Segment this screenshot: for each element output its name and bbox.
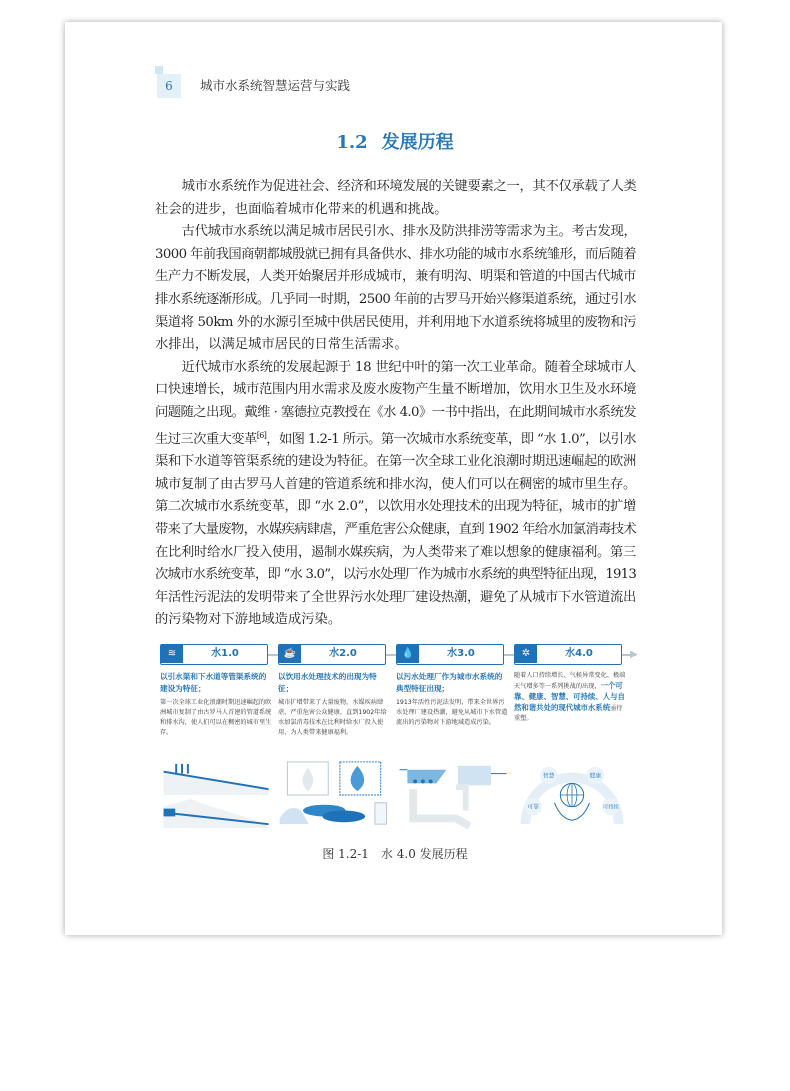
label-reliable: 可靠 — [527, 804, 539, 811]
timeline-arrow-icon: ▶ — [630, 649, 638, 660]
text-line: 近代城市水系统的发展起源于 18 世纪中叶的第一次工业革命。随着全球城市人 — [181, 359, 636, 375]
stage-label: 水4.0 — [565, 648, 593, 659]
text-line: 城市水系统作为促进社会、经济和环境发展的关键要素之一，其不仅承载了人类 — [181, 179, 637, 194]
text-line: 年活性污泥法的发明带来了全世界污水处理厂建设热潮，避免了从城市下水管道流出 — [155, 589, 636, 605]
label-smart: 智慧 — [542, 773, 555, 780]
paragraph-1 — [155, 176, 636, 221]
text-line: 口快速增长，城市范围内用水需求及废水废物产生量不断增加，饮用水卫生及水环境 — [155, 382, 636, 398]
stage-label: 水2.0 — [329, 648, 357, 659]
text-line: 第二次城市水系统变革，即 “水 2.0”，以饮用水处理技术的出现为特征，城市的扩增 — [155, 499, 636, 515]
stage-text-part: 随着人口持续增长、气候异常变化、极端天气增多等一系列挑战的出现， — [514, 672, 626, 690]
figure-caption: 图 1.2-1 水 4.0 发展历程 — [322, 847, 468, 861]
text-line: 在比利时给水厂投入使用，遏制水媒疾病，为人类带来了难以想象的健康福利。第三 — [155, 544, 636, 560]
text-line: 渠道将 50km 外的水源引至城中供居民使用，并利用地下水道系统将城里的废物和污 — [155, 314, 636, 330]
page-number-decoration — [155, 66, 163, 74]
text-line: 次城市水系统变革，即 “水 3.0”，以污水处理厂作为城市水系统的典型特征出现，1913 — [155, 567, 636, 583]
text-line: 水排出，以满足城市居民的日常生活需求。 — [155, 337, 408, 353]
stage-feature: 以污水处理厂作为城市水系统的典型特征出现； — [396, 672, 503, 693]
section-heading — [0, 128, 790, 154]
drop-splash-icon: ✲ — [515, 645, 537, 663]
stage-text-part: 亟待重塑。 — [514, 705, 623, 722]
text-line: 生产力不断发展，人类开始聚居并形成城市，兼有明沟、明渠和管道的中国古代城市 — [155, 269, 636, 285]
paragraph-2 — [155, 221, 636, 357]
text-line: 问题随之出现。戴维 · 塞德拉克教授在《水 4.0》一书中指出，在此期间城市水系统发 — [155, 404, 636, 420]
stage-header — [278, 644, 386, 665]
stage-text: 城市扩增带来了大量废物，水媒疾病肆虐，严重危害公众健康，直到1902年给水加氯消毒技术在比利时给水厂投入使用，为人类带来健康福利。 — [278, 699, 387, 736]
page-number: 6 — [157, 74, 181, 98]
aqueduct-illustration — [160, 760, 276, 830]
wastewater-plant-illustration — [396, 760, 512, 830]
stage-water-2-0 — [278, 644, 392, 738]
text-line: 3000 年前我国商朝都城殷就已拥有具备供水、排水功能的城市水系统雏形，而后随着 — [155, 246, 636, 262]
text-line: 渠和下水道等管渠系统的建设为特征。在第一次全球工业化浪潮时期迅速崛起的欧洲 — [155, 454, 636, 470]
section-title: 发展历程 — [381, 132, 454, 153]
stage-water-4-0 — [514, 644, 628, 724]
stage-header — [514, 644, 622, 665]
text-line: 带来了大量废物，水媒疾病肆虐，严重危害公众健康，直到 1902 年给水加氯消毒技术 — [155, 521, 636, 537]
stage-text: 第一次全球工业化浪潮时期迅速崛起的欧洲城市复制了由古罗马人首建的管道系统和排水沟，使人们可以在稠密的城市里生存。 — [160, 699, 272, 736]
stage-text: 1913年活性污泥法发明，带来全世界污水处理厂建设热潮，避免从城市下水管道流出的污染物对下游地域造成污染。 — [396, 699, 508, 726]
stage-water-3-0 — [396, 644, 510, 728]
water-drop-icon: 💧 — [397, 645, 419, 663]
paragraph-3 — [155, 357, 636, 632]
modern-water-system-illustration — [514, 760, 630, 830]
section-number: 1.2 — [336, 132, 368, 153]
text-line: 排水系统逐渐形成。几乎同一时期，2500 年前的古罗马开始兴修渠道系统，通过引水 — [155, 291, 636, 307]
stage-text — [514, 671, 626, 724]
stage-label: 水3.0 — [447, 648, 475, 659]
text-line: 的污染物对下游地域造成污染。 — [155, 612, 342, 628]
stage-feature: 以引水渠和下水道等管渠系统的建设为特征； — [160, 672, 267, 693]
body-text — [155, 176, 636, 632]
text-line — [155, 425, 636, 452]
running-title: 城市水系统智慧运营与实践 — [200, 78, 351, 93]
citation[interactable]: [6] — [256, 430, 267, 440]
text-line: 城市复制了由古罗马人首建的管道系统和排水沟，使人们可以在稠密的城市里生存。 — [155, 476, 636, 492]
cup-icon: ☕ — [279, 645, 301, 663]
label-sustainable: 可持续 — [602, 804, 619, 811]
stage-water-1-0 — [160, 644, 274, 738]
stage-label: 水1.0 — [211, 648, 239, 659]
text-span: ，如图 1.2-1 所示。第一次城市水系统变革，即 “水 1.0”，以引水 — [266, 431, 636, 447]
text-line: 社会的进步，也面临着城市化带来的机遇和挑战。 — [155, 201, 448, 217]
stage-feature: 以饮用水处理技术的出现为特征； — [278, 672, 377, 693]
figure-water-4-0 — [160, 640, 640, 835]
label-healthy: 健康 — [589, 773, 602, 780]
text-line: 古代城市水系统以满足城市居民引水、排水及防洪排涝等需求为主。考古发现， — [181, 224, 637, 240]
aqueduct-icon: ≋ — [161, 645, 183, 663]
stage-highlight: 一个可靠、健康、智慧、可持续、人与自然和谐共处的现代城市水系统 — [514, 681, 625, 712]
stage-header — [160, 644, 268, 665]
text-span: 生过三次重大变革 — [155, 431, 257, 447]
drinking-water-illustration — [278, 760, 394, 830]
stage-header — [396, 644, 504, 665]
